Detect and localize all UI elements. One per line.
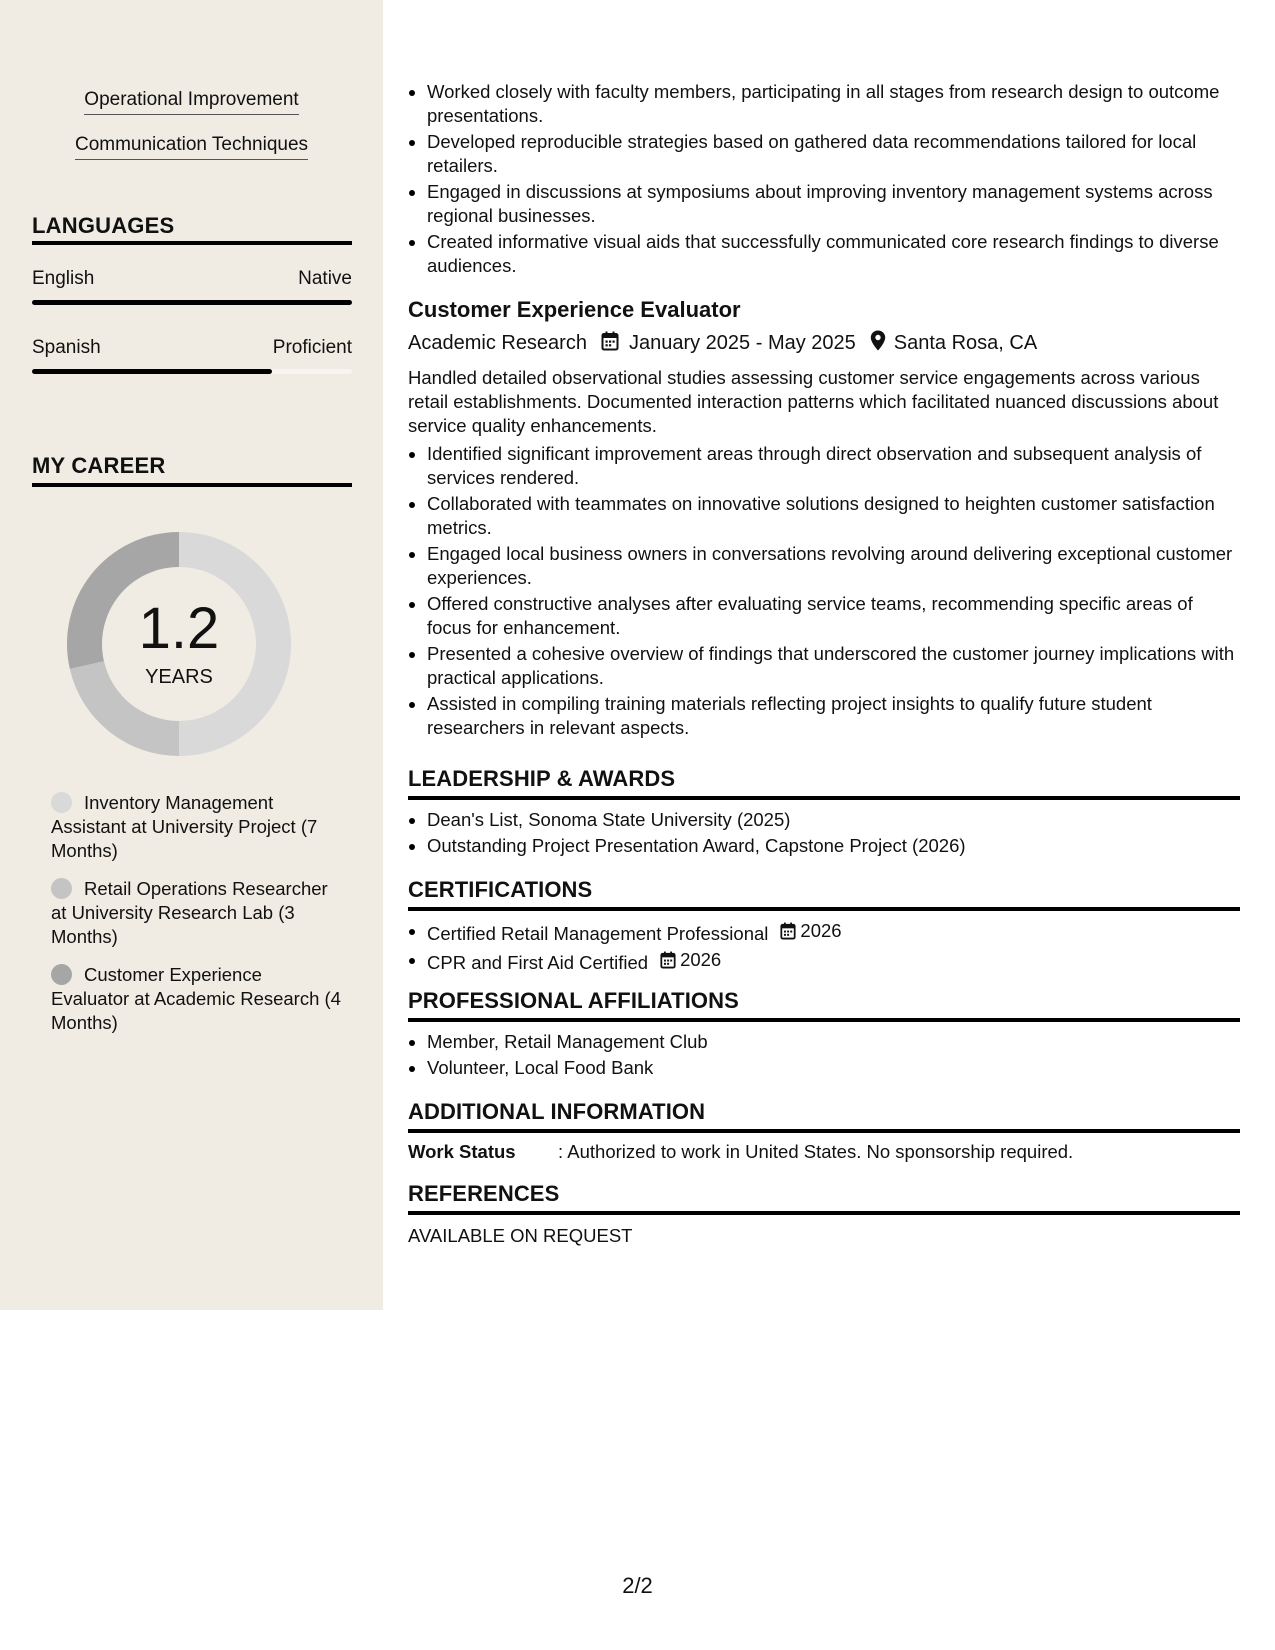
prev-job-bullets [408, 80, 1240, 280]
career-heading: MY CAREER [32, 453, 166, 478]
bullet-item: Offered constructive analyses after evaluating service teams, recommending specific areas of focus for enhancement. [408, 592, 1240, 640]
work-status-value: : Authorized to work in United States. No sponsorship required. [558, 1141, 1074, 1162]
bullet-item: Volunteer, Local Food Bank [408, 1056, 1240, 1080]
job-meta [408, 330, 1037, 357]
career-entry: Inventory Management Assistant at University Project (7 Months) [51, 792, 318, 861]
bullet-item: Engaged in discussions at symposiums about improving inventory management systems across regional businesses. [408, 180, 1240, 228]
bullet-item: Dean's List, Sonoma State University (2025) [408, 808, 1240, 832]
language-row [32, 268, 352, 290]
work-status-label: Work Status [408, 1141, 516, 1162]
bullet-item: Assisted in compiling training materials reflecting project insights to qualify future student researchers in relevant aspects. [408, 692, 1240, 740]
work-status-row [408, 1141, 1073, 1163]
affiliations-heading: PROFESSIONAL AFFILIATIONS [408, 988, 1240, 1022]
job-bullets [408, 442, 1240, 742]
leadership-list [408, 808, 1240, 860]
affiliations-list [408, 1030, 1240, 1082]
language-name: Spanish [32, 337, 101, 358]
language-bar-fill [32, 300, 352, 305]
bullet-item: Collaborated with teammates on innovative solutions designed to heighten customer satisfaction metrics. [408, 492, 1240, 540]
career-total: 1.2 [138, 596, 220, 661]
career-dot [51, 964, 72, 985]
calendar-icon [660, 951, 676, 969]
certification-item: Certified Retail Management Professional 2026 [408, 919, 1240, 946]
calendar-icon [780, 922, 796, 940]
career-entry: Customer Experience Evaluator at Academic Research (4 Months) [51, 964, 341, 1033]
job-title: Customer Experience Evaluator [408, 297, 741, 322]
languages-heading: LANGUAGES [32, 213, 175, 238]
career-dot [51, 792, 72, 813]
bullet-item: Identified significant improvement areas through direct observation and subsequent analysis of services rendered. [408, 442, 1240, 490]
career-entry: Retail Operations Researcher at University Research Lab (3 Months) [51, 878, 328, 947]
job-location: Santa Rosa, CA [893, 332, 1038, 354]
language-bar [32, 300, 352, 305]
bullet-item: Created informative visual aids that successfully communicated core research findings to diverse audiences. [408, 230, 1240, 278]
skill-item: Operational Improvement [0, 89, 383, 115]
certifications-heading: CERTIFICATIONS [408, 877, 1240, 911]
certification-year: 2026 [800, 920, 842, 941]
language-level: Native [298, 268, 352, 289]
bullet-item: Outstanding Project Presentation Award, Capstone Project (2026) [408, 834, 1240, 858]
skill-item: Communication Techniques [0, 134, 383, 160]
additional-heading: ADDITIONAL INFORMATION [408, 1099, 1240, 1133]
language-name: English [32, 268, 95, 289]
career-unit: YEARS [145, 666, 213, 688]
page-number: 2/2 [622, 1573, 653, 1598]
job-description: Handled detailed observational studies assessing customer service engagements across various retail establishments. Documented interaction patterns which facilitated nuanced discussions about service quality enhancements. [408, 367, 1219, 436]
languages-rule [32, 241, 352, 245]
certification-year: 2026 [680, 949, 722, 970]
language-bar-fill [32, 369, 272, 374]
bullet-item: Presented a cohesive overview of findings that underscored the customer journey implications with practical applications. [408, 642, 1240, 690]
job-dates: January 2025 - May 2025 [628, 332, 856, 354]
location-pin-icon [870, 330, 886, 357]
bullet-item: Developed reproducible strategies based on gathered data recommendations tailored for local retailers. [408, 130, 1240, 178]
references-heading: REFERENCES [408, 1181, 1240, 1215]
career-dot [51, 878, 72, 899]
language-row [32, 337, 352, 359]
references-text: AVAILABLE ON REQUEST [408, 1225, 633, 1246]
bullet-item: Engaged local business owners in conversations revolving around delivering exceptional customer experiences. [408, 542, 1240, 590]
job-company: Academic Research [408, 332, 587, 354]
leadership-heading: LEADERSHIP & AWARDS [408, 766, 1240, 800]
certifications-list [408, 919, 1240, 977]
language-level: Proficient [272, 337, 352, 358]
language-bar [32, 369, 352, 374]
calendar-icon [601, 331, 619, 357]
bullet-item: Worked closely with faculty members, participating in all stages from research design to outcome presentations. [408, 80, 1240, 128]
career-rule [32, 483, 352, 487]
bullet-item: Member, Retail Management Club [408, 1030, 1240, 1054]
certification-item: CPR and First Aid Certified 2026 [408, 948, 1240, 975]
